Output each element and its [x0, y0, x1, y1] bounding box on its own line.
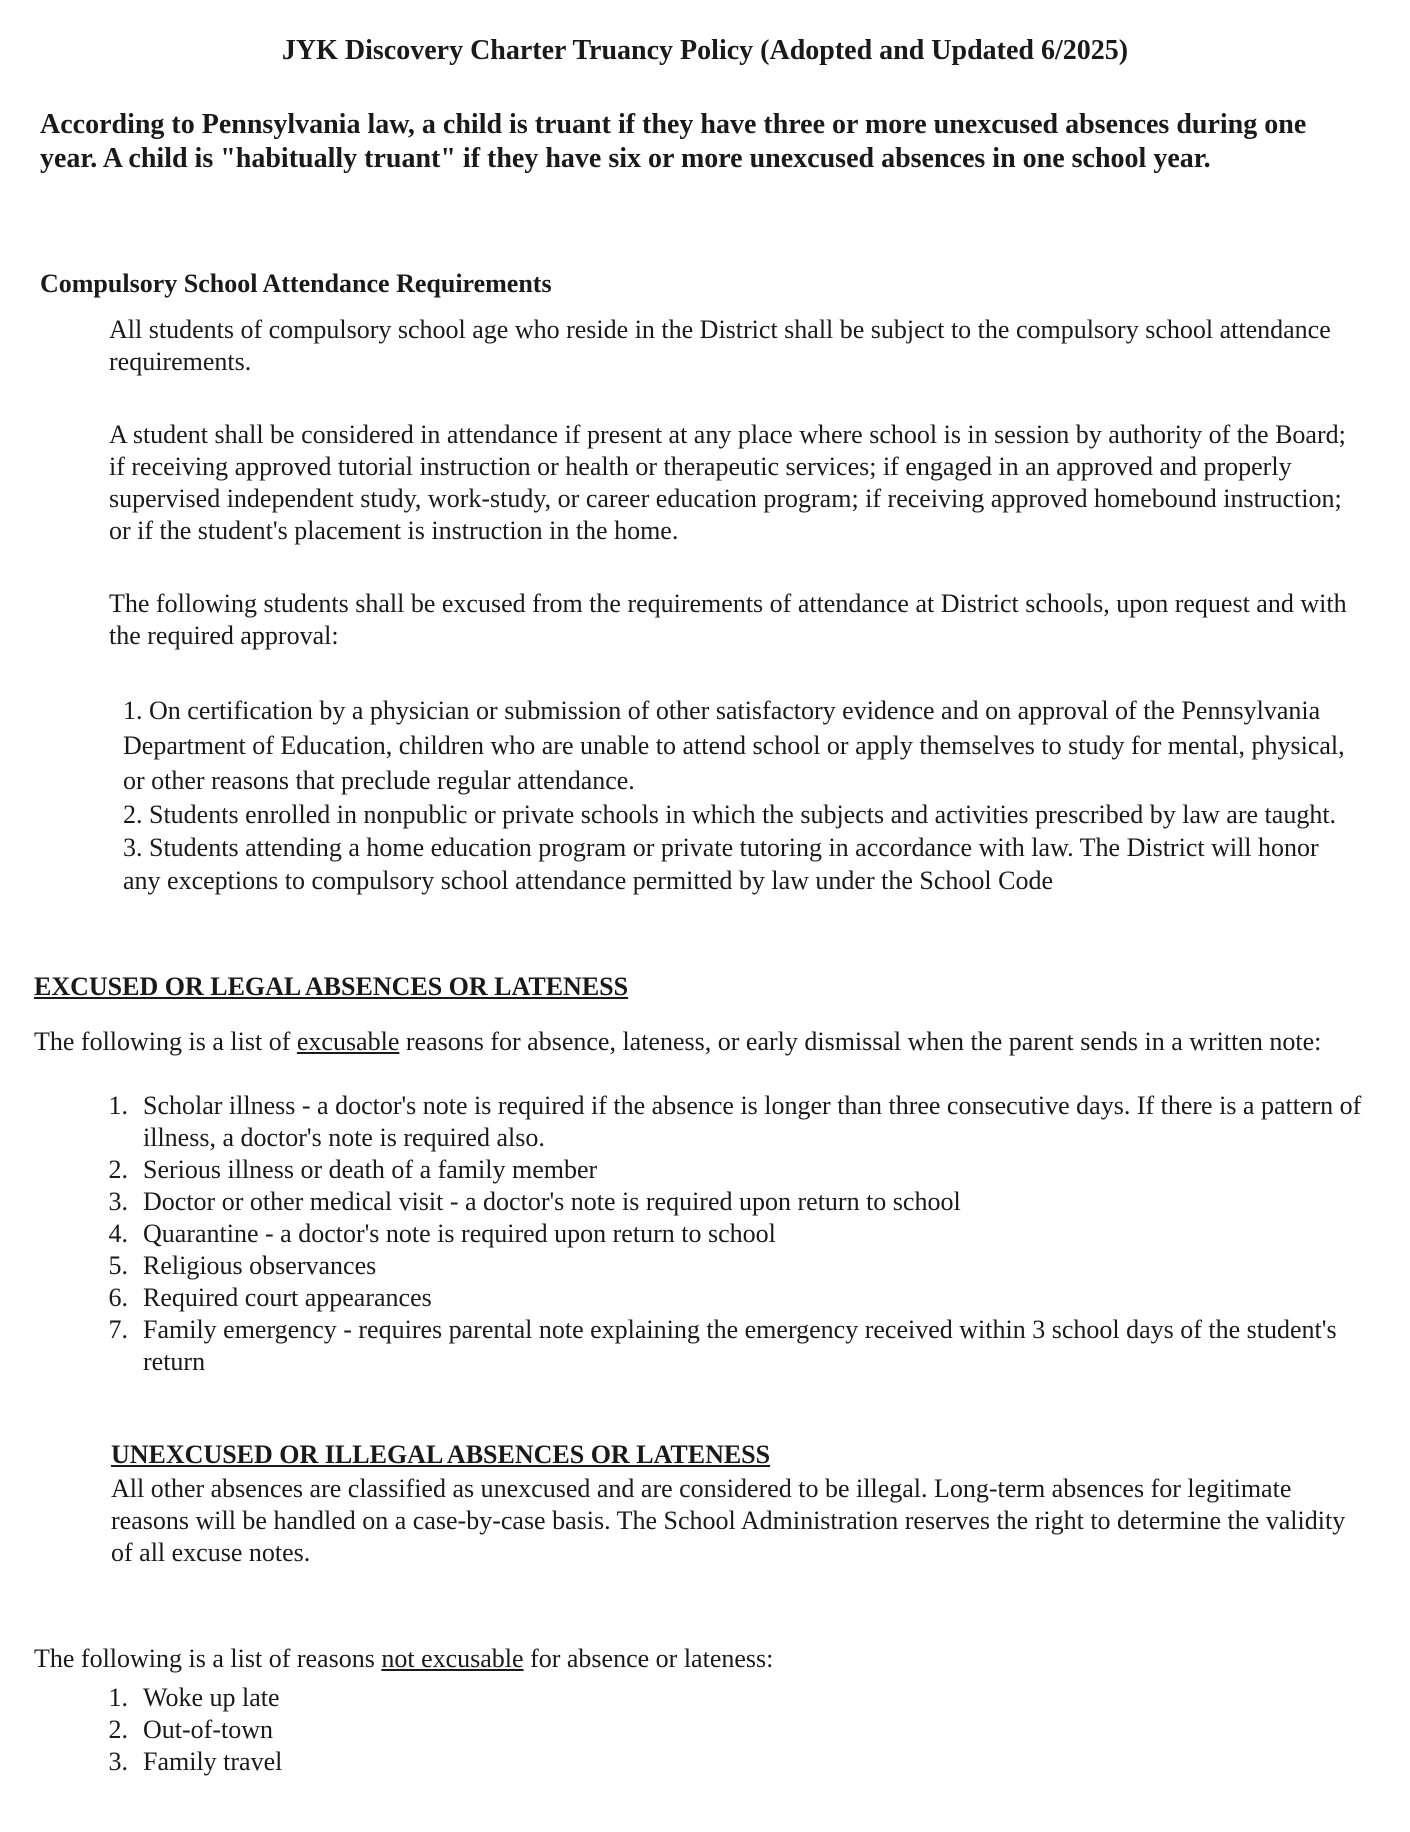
document-title: JYK Discovery Charter Truancy Policy (Adopted and Updated 6/2025)	[281, 35, 1129, 66]
list-number: 3.	[108, 1187, 128, 1216]
list-item: 1. On certification by a physician or submission of other satisfactory evidence and on approval of the Pennsylvania Department of Education, children who are unable to attend school or apply themselves to study for mental, physical, or other reasons that preclude regular attendance.	[123, 696, 1345, 795]
list-item	[98, 1746, 1368, 1778]
compulsory-paragraph-1: All students of compulsory school age who reside in the District shall be subject to the compulsory school attendance requirements.	[109, 315, 1331, 376]
list-item-text: Scholar illness - a doctor's note is required if the absence is longer than three consecutive days. If there is a pattern of illness, a doctor's note is required also.	[143, 1091, 1362, 1152]
list-number: 1.	[108, 1091, 128, 1120]
unexcused-paragraph: All other absences are classified as unexcused and are considered to be illegal. Long-term absences for legitimate reasons will be handled on a case-by-case basis. The School Administration reserves the right to determine the validity of all excuse notes.	[111, 1474, 1346, 1567]
compulsory-heading: Compulsory School Attendance Requirements	[40, 269, 552, 298]
list-item	[98, 1186, 1368, 1218]
not-excusable-lead	[34, 1643, 1374, 1675]
list-item-text: Family emergency - requires parental note explaining the emergency received within 3 school days of the student's return	[143, 1315, 1337, 1376]
list-item	[98, 1682, 1368, 1714]
excused-lead	[34, 1026, 1374, 1058]
list-number: 1.	[108, 1683, 128, 1712]
list-item-text: Doctor or other medical visit - a doctor's note is required upon return to school	[143, 1187, 961, 1216]
list-item	[98, 1314, 1368, 1378]
list-number: 3.	[108, 1747, 128, 1776]
list-item	[98, 1218, 1368, 1250]
not-excusable-term: not excusable	[381, 1644, 524, 1673]
list-item	[98, 1282, 1368, 1314]
lead-text: The following is a list of	[34, 1027, 297, 1056]
list-item-text: Woke up late	[143, 1683, 280, 1712]
unexcused-heading: UNEXCUSED OR ILLEGAL ABSENCES OR LATENESS	[111, 1440, 771, 1469]
list-item	[98, 1250, 1368, 1282]
excused-heading: EXCUSED OR LEGAL ABSENCES OR LATENESS	[34, 972, 629, 1001]
list-item-text: Religious observances	[143, 1251, 377, 1280]
excused-reasons-list	[98, 1090, 1368, 1378]
list-number: 2.	[108, 1715, 128, 1744]
list-item-text: Out-of-town	[143, 1715, 273, 1744]
list-item: 2. Students enrolled in nonpublic or private schools in which the subjects and activities prescribed by law are taught.	[123, 800, 1337, 829]
list-item-text: Serious illness or death of a family member	[143, 1155, 598, 1184]
list-number: 4.	[108, 1219, 128, 1248]
excused-students-paragraph: The following students shall be excused from the requirements of attendance at District schools, upon request and with the required approval:	[109, 589, 1347, 650]
list-item	[98, 1154, 1368, 1186]
list-number: 6.	[108, 1283, 128, 1312]
excusable-term: excusable	[296, 1027, 400, 1056]
list-number: 7.	[108, 1315, 128, 1344]
list-item: 3. Students attending a home education program or private tutoring in accordance with law. The District will honor any exceptions to compulsory school attendance permitted by law under the School Code	[123, 833, 1319, 895]
list-item-text: Quarantine - a doctor's note is required upon return to school	[143, 1219, 776, 1248]
list-number: 2.	[108, 1155, 128, 1184]
excused-students-list	[123, 693, 1353, 897]
intro-paragraph: According to Pennsylvania law, a child is truant if they have three or more unexcused absences during one year. A child is "habitually truant" if they have six or more unexcused absences in one school year.	[40, 109, 1307, 174]
list-item	[98, 1090, 1368, 1154]
lead-text: The following is a list of reasons	[34, 1644, 382, 1673]
list-item	[98, 1714, 1368, 1746]
list-item-text: Required court appearances	[143, 1283, 432, 1312]
lead-text: reasons for absence, lateness, or early dismissal when the parent sends in a written note:	[399, 1027, 1322, 1056]
lead-text: for absence or lateness:	[523, 1644, 774, 1673]
list-number: 5.	[108, 1251, 128, 1280]
attendance-paragraph: A student shall be considered in attendance if present at any place where school is in session by authority of the Board; if receiving approved tutorial instruction or health or therapeutic services; if engaged in an approved and properly supervised independent study, work-study, or career education program; if receiving approved homebound instruction; or if the student's placement is instruction in the home.	[109, 420, 1346, 545]
list-item-text: Family travel	[143, 1747, 283, 1776]
not-excusable-list	[98, 1682, 1368, 1778]
